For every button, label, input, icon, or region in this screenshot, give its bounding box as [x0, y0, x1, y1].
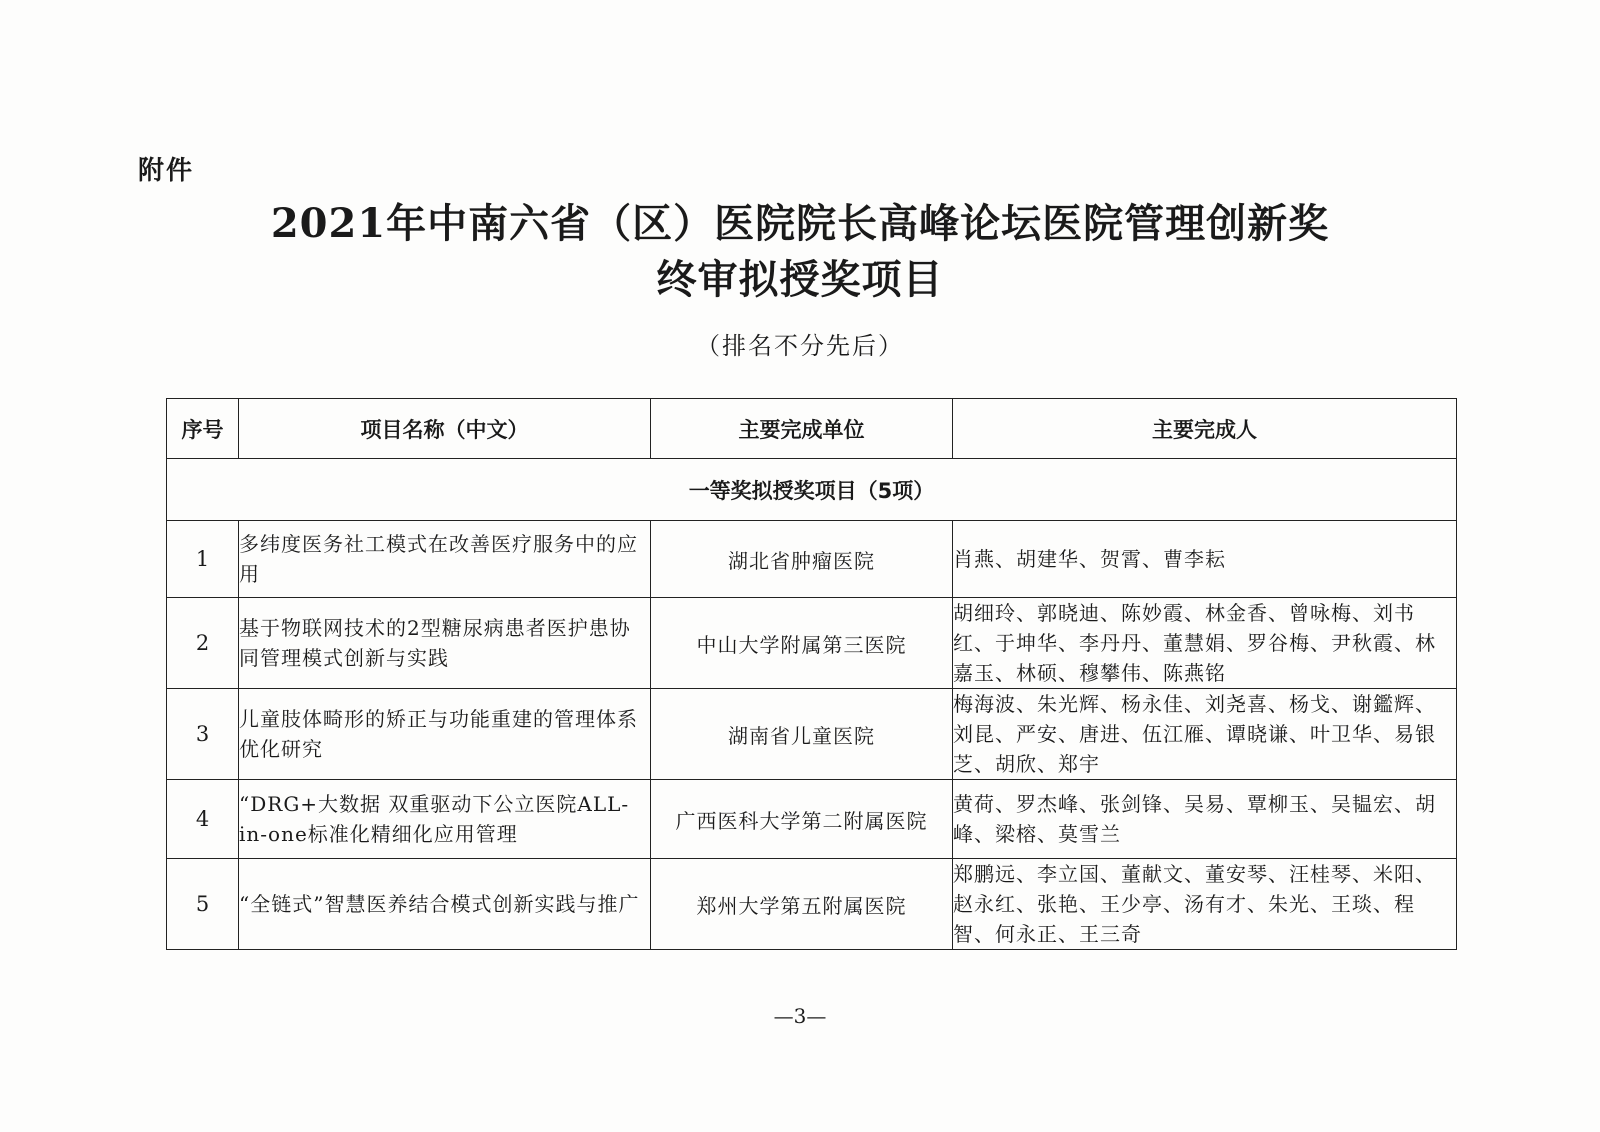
header-project-name: 项目名称（中文） — [239, 399, 651, 459]
page-number: —3— — [773, 1004, 827, 1028]
document-title-line-2: 终审拟授奖项目 — [656, 256, 944, 303]
row-project-name: 多纬度医务社工模式在改善医疗服务中的应用 — [239, 521, 651, 598]
document-subtitle: （排名不分先后） — [696, 332, 904, 360]
row-people: 梅海波、朱光辉、杨永佳、刘尧喜、杨戈、谢鑑辉、刘昆、严安、唐进、伍江雁、谭晓谦、叶卫华、易银芝、胡欣、郑宇 — [953, 689, 1457, 780]
table-row — [167, 598, 1457, 689]
row-index: 2 — [167, 598, 239, 689]
row-project-name: “全链式”智慧医养结合模式创新实践与推广 — [239, 859, 651, 950]
row-index: 5 — [167, 859, 239, 950]
row-people: 肖燕、胡建华、贺霄、曹李耘 — [953, 521, 1457, 598]
row-index: 1 — [167, 521, 239, 598]
table-row — [167, 689, 1457, 780]
document-title-line-1: 2021年中南六省（区）医院院长高峰论坛医院管理创新奖 — [270, 200, 1330, 247]
row-unit: 郑州大学第五附属医院 — [651, 859, 953, 950]
section-row — [167, 459, 1457, 521]
table-row — [167, 521, 1457, 598]
row-index: 4 — [167, 780, 239, 859]
row-unit: 湖南省儿童医院 — [651, 689, 953, 780]
table-header-row — [167, 399, 1457, 459]
attachment-label: 附件 — [138, 156, 195, 186]
row-people: 胡细玲、郭晓迪、陈妙霞、林金香、曾咏梅、刘书红、于坤华、李丹丹、董慧娟、罗谷梅、尹秋霞、林嘉玉、林硕、穆攀伟、陈燕铭 — [953, 598, 1457, 689]
header-unit: 主要完成单位 — [651, 399, 953, 459]
table-row — [167, 859, 1457, 950]
header-people: 主要完成人 — [953, 399, 1457, 459]
row-people: 黄荷、罗杰峰、张剑锋、吴易、覃柳玉、吴韫宏、胡峰、梁榕、莫雪兰 — [953, 780, 1457, 859]
row-people: 郑鹏远、李立国、董献文、董安琴、汪桂琴、米阳、赵永红、张艳、王少亭、汤有才、朱光、王琰、程智、何永正、王三奇 — [953, 859, 1457, 950]
row-index: 3 — [167, 689, 239, 780]
row-unit: 广西医科大学第二附属医院 — [651, 780, 953, 859]
row-unit: 湖北省肿瘤医院 — [651, 521, 953, 598]
row-project-name: “DRG+大数据 双重驱动下公立医院ALL-in-one标准化精细化应用管理 — [239, 780, 651, 859]
table-row — [167, 780, 1457, 859]
header-index: 序号 — [167, 399, 239, 459]
section-label: 一等奖拟授奖项目（5项） — [167, 459, 1457, 521]
row-unit: 中山大学附属第三医院 — [651, 598, 953, 689]
awards-table — [166, 398, 1457, 950]
row-project-name: 基于物联网技术的2型糖尿病患者医护患协同管理模式创新与实践 — [239, 598, 651, 689]
row-project-name: 儿童肢体畸形的矫正与功能重建的管理体系优化研究 — [239, 689, 651, 780]
